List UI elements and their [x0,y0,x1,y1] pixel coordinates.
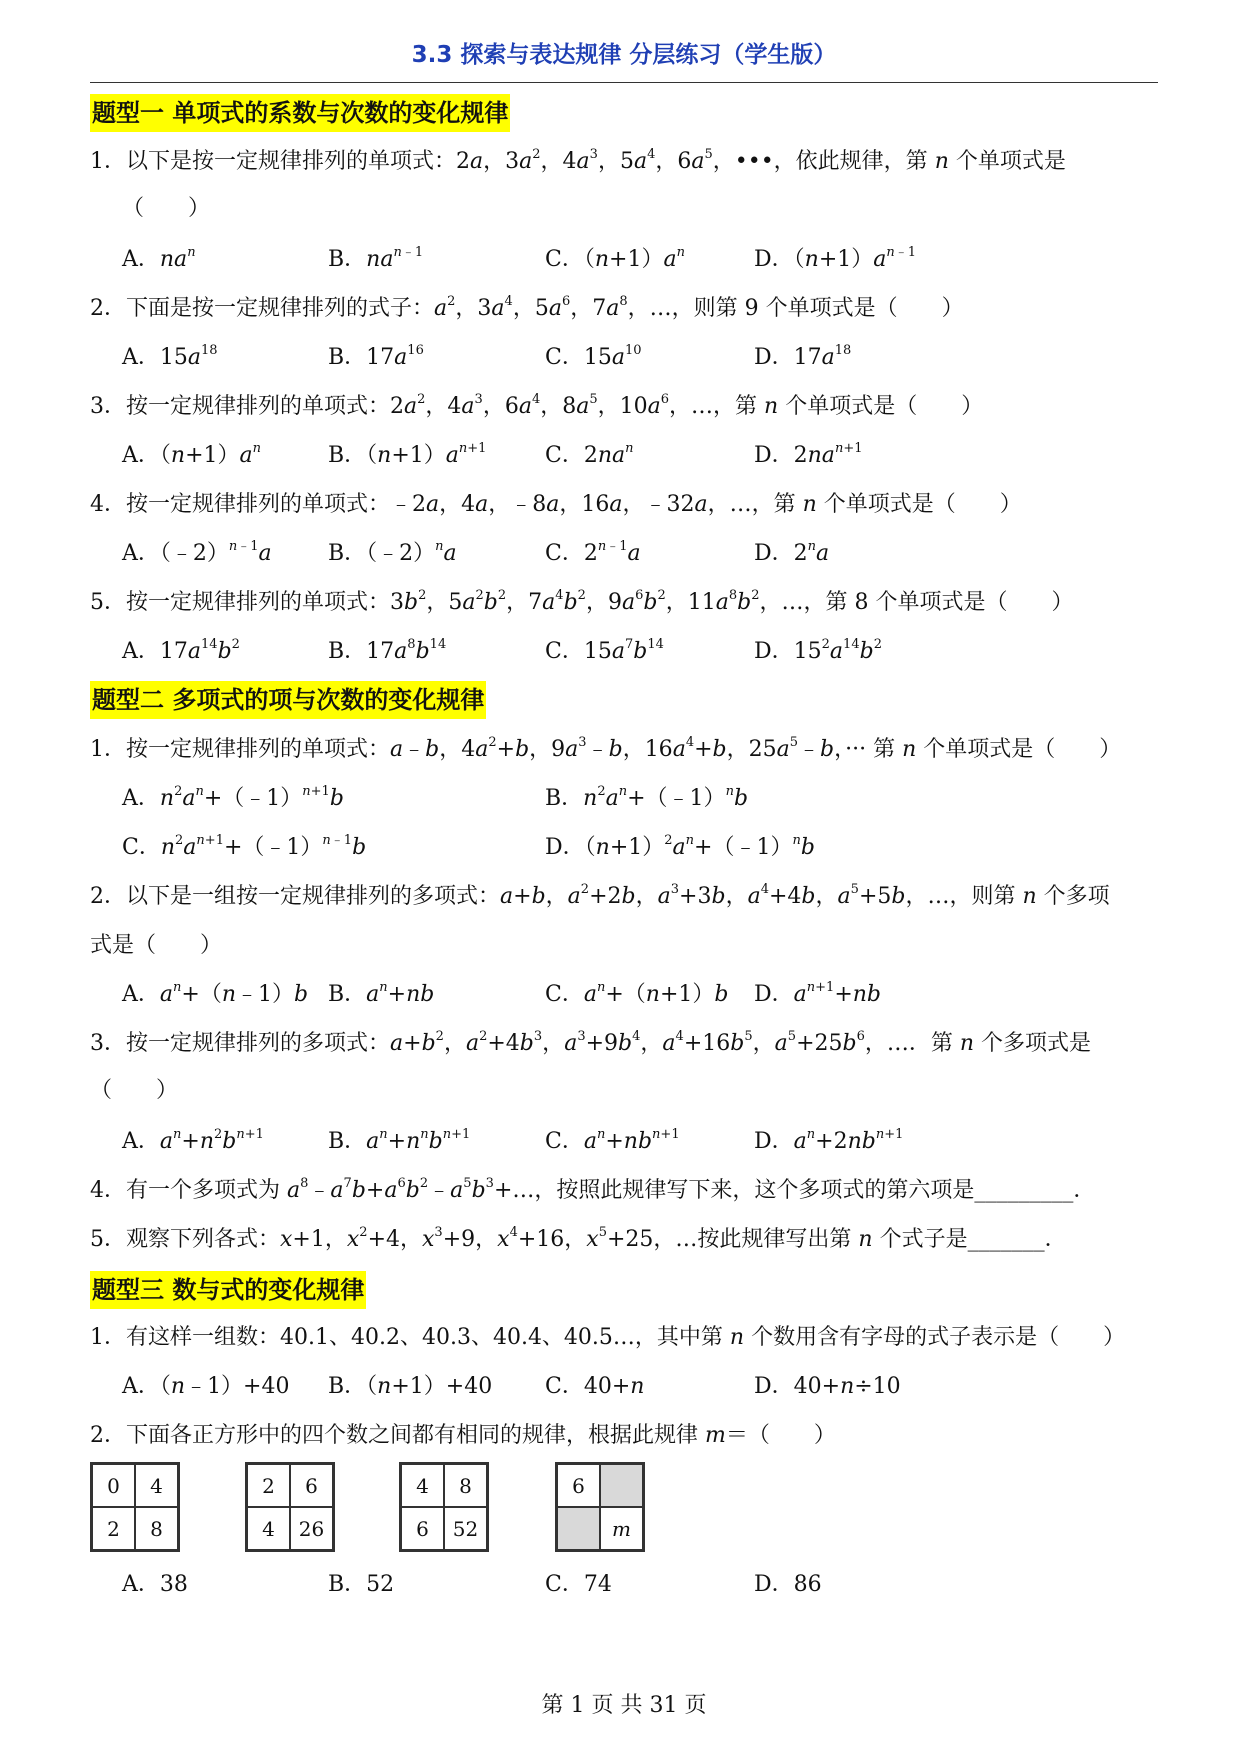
header-rule [90,82,1158,83]
question-1-5: 5．按一定规律排列的单项式：$3b^2$，$5a^2b^2$，$7a^4b^2$，$9a^6b^2$，$11a^8b^2$，…，第 8 个单项式是（ ） [90,588,1074,615]
q1-2-option-a: A．$15a^{18}$ [122,343,218,370]
q2-2-option-b: B．$a^n+nb$ [328,980,435,1007]
q3-2-option-b: B．52 [328,1572,395,1597]
q2-2-option-c: C．$a^n+(n+1)b$ [545,980,729,1007]
q3-2-option-a: A．38 [122,1572,188,1597]
q1-5-option-c: C．$15a^7b^{14}$ [545,637,664,664]
page-footer: 第 1 页 共 31 页 [541,1693,707,1718]
square-cell: 8 [444,1464,487,1507]
page-title: 3.3 探索与表达规律 分层练习（学生版） [411,42,837,68]
square-cell: 6 [557,1464,600,1507]
square-cell-unknown: m [600,1507,643,1550]
square-cell: 2 [247,1464,290,1507]
q2-3-option-b: B．$a^n+n^nb^{n+1}$ [328,1127,471,1154]
question-1-3: 3．按一定规律排列的单项式：$2a^2$，$4a^3$，$6a^4$，$8a^5$，$10a^6$，…，第 n 个单项式是（ ） [90,392,984,419]
question-2-3: 3．按一定规律排列的多项式：$a+b^2$，$a^2+4b^3$，$a^3+9b^4$，$a^4+16b^5$，$a^5+25b^6$，…．第 n 个多项式是 [90,1029,1092,1056]
square-cell: 2 [92,1507,135,1550]
question-1-2: 2．下面是按一定规律排列的式子：$a^2$，$3a^4$，$5a^6$，$7a^8$，…，则第 9 个单项式是（ ） [90,294,964,321]
square-cell-shaded [600,1464,643,1507]
question-2-3-blank: （ ） [90,1078,179,1103]
question-2-5: 5．观察下列各式：x+1，$x^2+4$，$x^3+9$，$x^4+16$，$x^5+25$，…按此规律写出第 n 个式子是_______． [90,1225,1067,1252]
q2-3-option-c: C．$a^n+nb^{n+1}$ [545,1127,680,1154]
number-square-1 [90,1462,180,1552]
question-3-1: 1．有这样一组数：40.1、40.2、40.3、40.4、40.5…，其中第 n 个数用含有字母的式子表示是（ ） [90,1325,1126,1350]
square-cell-shaded [557,1507,600,1550]
q3-1-option-d: D．40+n÷10 [754,1374,901,1399]
q1-3-option-c: C．$2na^n$ [545,441,634,468]
q1-5-option-a: A．$17a^{14}b^2$ [122,637,240,664]
q1-3-option-a: A．$(n+1)a^n$ [122,441,261,468]
q1-4-option-b: B．（﹣2）$^n$a [328,539,457,566]
q1-3-option-b: B．$(n+1)a^{n+1}$ [328,441,487,468]
q1-1-option-a: A．$na^n$ [122,245,196,272]
square-cell: 4 [247,1507,290,1550]
square-cell: 4 [135,1464,178,1507]
square-cell: 8 [135,1507,178,1550]
document-page [90,0,1158,1754]
q3-1-option-c: C．40+n [545,1374,645,1399]
q1-4-option-d: D．2$^n$a [754,539,830,566]
q1-5-option-b: B．$17a^8b^{14}$ [328,637,447,664]
q1-5-option-d: D．$15^2a^{14}b^2$ [754,637,882,664]
q1-2-option-b: B．$17a^{16}$ [328,343,424,370]
q2-1-option-d: D．$(n+1)^2a^n+(﹣1)^nb$ [545,833,815,860]
q1-4-option-c: C．$2^{n﹣1}a$ [545,539,641,566]
q2-1-option-b: B．$n^2a^n+(﹣1)^nb$ [545,784,749,811]
question-1-1: 1．以下是按一定规律排列的单项式：2a，$3a^2$，$4a^3$，$5a^4$，$6a^5$，•••，依此规律，第 n 个单项式是 [90,147,1066,174]
q3-1-option-a: A．（n﹣1）+40 [122,1374,290,1399]
q2-1-option-a: A．$n^2a^n+(﹣1)^{n+1}b$ [122,784,344,811]
q1-1-option-c: C．$(n+1)a^n$ [545,245,685,272]
q3-2-option-c: C．74 [545,1572,612,1597]
square-cell: 6 [290,1464,333,1507]
q3-1-option-b: B．（n+1）+40 [328,1374,493,1399]
question-2-2-cont: 式是（ ） [90,933,223,958]
square-cell: 52 [444,1507,487,1550]
section-title-3: 题型三 数与式的变化规律 [90,1271,366,1309]
square-cell: 26 [290,1507,333,1550]
q2-2-option-d: D．$a^{n+1}+nb$ [754,980,882,1007]
square-cell: 0 [92,1464,135,1507]
question-2-1: 1．按一定规律排列的单项式：a﹣b，$4a^2+b$，$9a^3﹣b$，$16a^4+b$，$25a^5﹣b$，··· 第 n 个单项式是（ ） [90,735,1122,762]
q1-2-option-c: C．$15a^{10}$ [545,343,642,370]
q3-2-option-d: D．86 [754,1572,822,1597]
section-title-1: 题型一 单项式的系数与次数的变化规律 [90,94,510,132]
number-square-4 [555,1462,645,1552]
q1-4-option-a: A．（﹣2）$^{n﹣1}$a [122,539,272,566]
q1-1-option-b: B．$na^{n﹣1}$ [328,245,424,272]
q1-3-option-d: D．$2na^{n+1}$ [754,441,863,468]
number-square-3 [399,1462,489,1552]
q2-2-option-a: A．$a^n+(n﹣1)b$ [122,980,309,1007]
question-1-1-blank: （ ） [122,196,211,221]
question-3-2: 2．下面各正方形中的四个数之间都有相同的规律，根据此规律 m＝（ ） [90,1423,836,1448]
question-1-4: 4．按一定规律排列的单项式：﹣2a，4a，﹣8a，16a，﹣32a，…，第 n 个单项式是（ ） [90,492,1022,517]
question-2-2: 2．以下是一组按一定规律排列的多项式：a+b，$a^2+2b$，$a^3+3b$，$a^4+4b$，$a^5+5b$，…，则第 n 个多项 [90,882,1110,909]
q1-1-option-d: D．$(n+1)a^{n﹣1}$ [754,245,917,272]
q1-2-option-d: D．$17a^{18}$ [754,343,852,370]
q2-3-option-d: D．$a^n+2nb^{n+1}$ [754,1127,904,1154]
square-cell: 6 [401,1507,444,1550]
q2-3-option-a: A．$a^n+n^2b^{n+1}$ [122,1127,264,1154]
square-cell: 4 [401,1464,444,1507]
number-square-2 [245,1462,335,1552]
section-title-2: 题型二 多项式的项与次数的变化规律 [90,681,486,719]
q2-1-option-c: C．$n^2a^{n+1}+(﹣1)^{n﹣1}b$ [122,833,367,860]
question-2-4: 4．有一个多项式为 $a^8﹣a^7b+a^6b^2﹣a^5b^3+\dots$，按照此规律写下来，这个多项式的第六项是_________． [90,1176,1096,1203]
